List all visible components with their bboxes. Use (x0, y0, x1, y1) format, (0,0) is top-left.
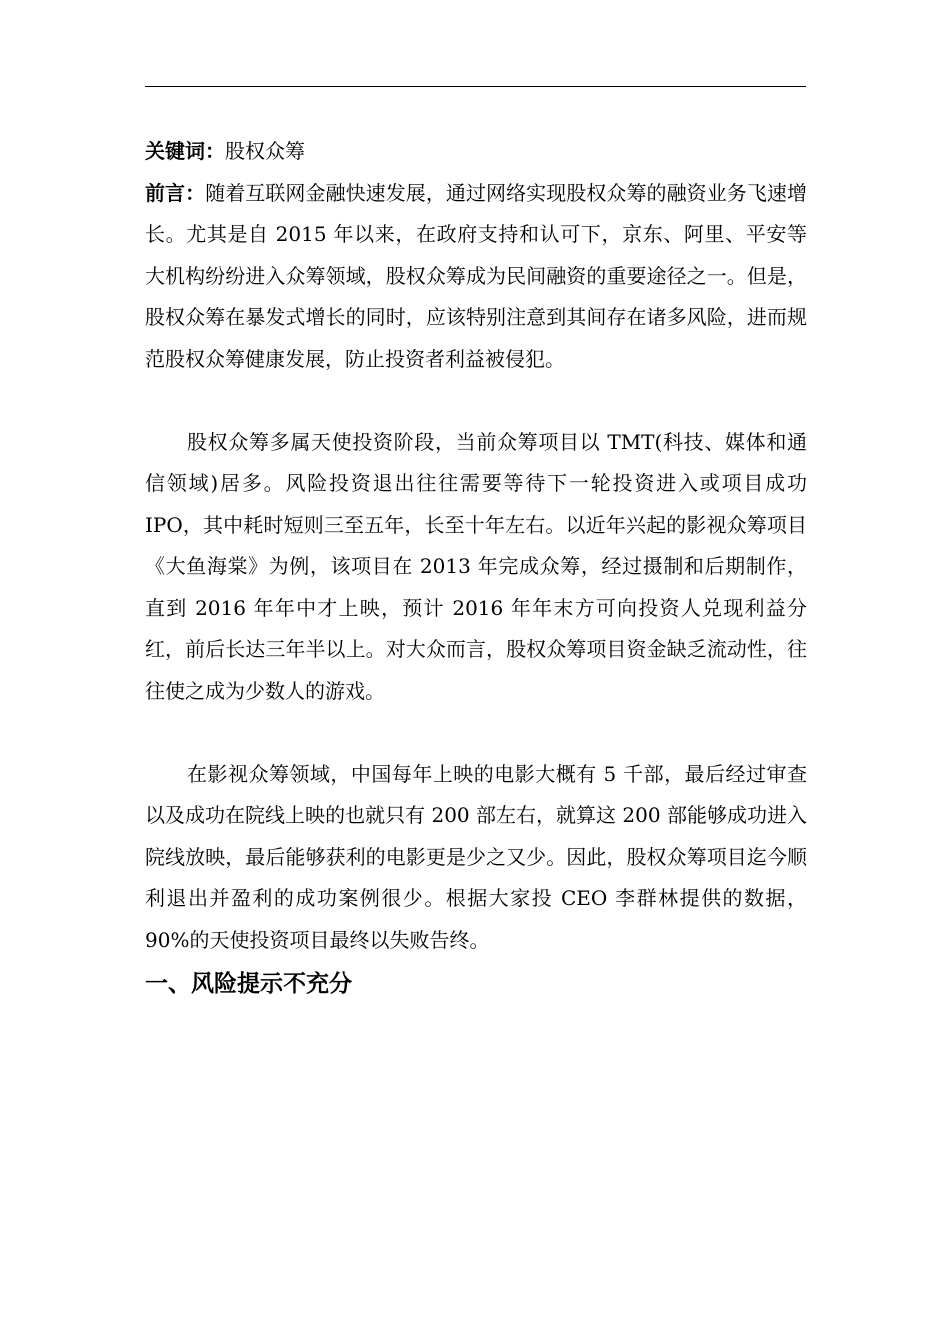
preface-paragraph (145, 173, 807, 381)
paragraph-spacer (145, 712, 807, 754)
header-rule (145, 86, 806, 87)
keywords-value: 股权众筹 (225, 139, 305, 163)
document-body (145, 131, 807, 1005)
body-paragraph-1: 股权众筹多属天使投资阶段，当前众筹项目以 TMT(科技、媒体和通信领域)居多。风险投资退出往往需要等待下一轮投资进入或项目成功 IPO，其中耗时短则三至五年，长至十年左右。以近年兴起的影视众筹项目《大鱼海棠》为例，该项目在 2013 年完成众筹，经过摄制和后期制作，直到 2016 年年中才上映，预计 2016 年年末方可向投资人兑现利益分红，前后长达三年半以上。对大众而言，股权众筹项目资金缺乏流动性，往往使之成为少数人的游戏。 (145, 429, 807, 703)
keywords-label: 关键词： (145, 139, 225, 163)
paragraph-spacer (145, 380, 807, 422)
section-heading: 一、风险提示不充分 (145, 970, 352, 997)
preface-label: 前言： (145, 180, 206, 205)
keywords-line (145, 131, 807, 173)
preface-text: 随着互联网金融快速发展，通过网络实现股权众筹的融资业务飞速增长。尤其是自 2015 年以来，在政府支持和认可下，京东、阿里、平安等大机构纷纷进入众筹领域，股权众筹成为民间融资的重要途径之一。但是，股权众筹在暴发式增长的同时，应该特别注意到其间存在诸多风险，进而规范股权众筹健康发展，防止投资者利益被侵犯。 (145, 180, 807, 371)
body-paragraph-2: 在影视众筹领域，中国每年上映的电影大概有 5 千部，最后经过审查以及成功在院线上映的也就只有 200 部左右，就算这 200 部能够成功进入院线放映，最后能够获利的电影更是少之又少。因此，股权众筹项目迄今顺利退出并盈利的成功案例很少。根据大家投 CEO 李群林提供的数据，90%的天使投资项目最终以失败告终。 (145, 761, 807, 952)
